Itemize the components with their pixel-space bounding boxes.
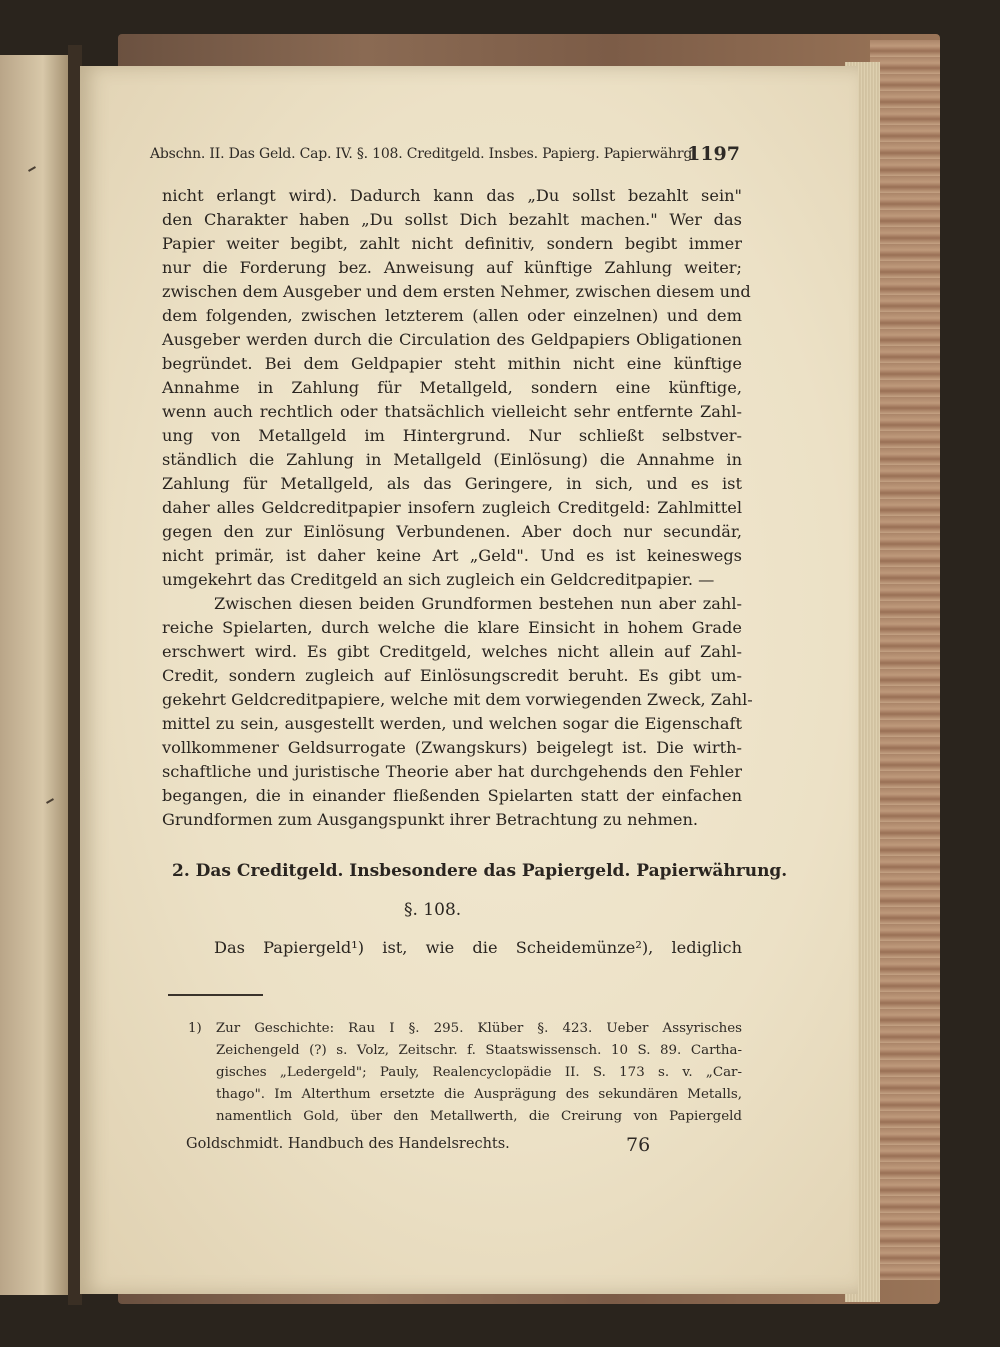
text-line: vollkommener Geldsurrogate (Zwangskurs) beigelegt ist. Die wirth- — [162, 738, 742, 757]
text-line: gekehrt Geldcreditpapiere, welche mit dem vorwiegenden Zweck, Zahl- — [162, 690, 753, 709]
sheet-number: 76 — [626, 1134, 651, 1156]
text-line: erschwert wird. Es gibt Creditgeld, welches nicht allein auf Zahl- — [162, 642, 742, 661]
text-line: den Charakter haben „Du sollst Dich bezahlt machen." Wer das — [162, 210, 742, 229]
text-line: umgekehrt das Creditgeld an sich zugleich ein Geldcreditpapier. — — [162, 570, 715, 589]
footnote-line: 1) Zur Geschichte: Rau I §. 295. Klüber §. 423. Ueber Assyrisches — [188, 1021, 742, 1036]
text-line: ung von Metallgeld im Hintergrund. Nur schließt selbstver- — [162, 426, 742, 445]
text-line: Zahlung für Metallgeld, als das Geringere, in sich, und es ist — [162, 474, 742, 493]
footnote-rule — [168, 994, 263, 996]
text-line: schaftliche und juristische Theorie aber hat durchgehends den Fehler — [162, 762, 742, 781]
section-number: §. 108. — [404, 900, 462, 920]
footnote-line: Zeichengeld (?) s. Volz, Zeitschr. f. Staatswissensch. 10 S. 89. Cartha- — [216, 1043, 742, 1058]
text-line: Grundformen zum Ausgangspunkt ihrer Betrachtung zu nehmen. — [162, 810, 699, 829]
marbled-cover-edge — [870, 40, 940, 1280]
text-line: daher alles Geldcreditpapier insofern zugleich Creditgeld: Zahlmittel — [162, 498, 742, 517]
text-line: Papier weiter begibt, zahlt nicht definitiv, sondern begibt immer — [162, 234, 742, 253]
text-line: zwischen dem Ausgeber und dem ersten Nehmer, zwischen diesem und — [162, 282, 751, 301]
text-line: dem folgenden, zwischen letzterem (allen oder einzelnen) und dem — [162, 306, 742, 325]
section-heading: 2. Das Creditgeld. Insbesondere das Papiergeld. Papierwährung. — [172, 861, 788, 881]
text-line: Ausgeber werden durch die Circulation des Geldpapiers Obligationen — [162, 330, 742, 349]
text-line: nur die Forderung bez. Anweisung auf künftige Zahlung weiter; — [162, 258, 742, 277]
text-line: mittel zu sein, ausgestellt werden, und welchen sogar die Eigenschaft — [162, 714, 742, 733]
footnote-line: gisches „Ledergeld"; Pauly, Realencyclopädie II. S. 173 s. v. „Car- — [216, 1065, 742, 1080]
printer-signature: Goldschmidt. Handbuch des Handelsrechts. — [186, 1136, 510, 1152]
running-head-text: Abschn. II. Das Geld. Cap. IV. §. 108. Creditgeld. Insbes. Papierg. Papierwährg. — [150, 146, 697, 162]
text-line: wenn auch rechtlich oder thatsächlich vielleicht sehr entfernte Zahl- — [162, 402, 742, 421]
footnote-line: namentlich Gold, über den Metallwerth, die Creirung von Papiergeld — [216, 1109, 742, 1124]
section-first-line: Das Papiergeld¹) ist, wie die Scheidemünze²), lediglich — [214, 938, 742, 957]
page-number: 1197 — [687, 143, 740, 165]
running-head — [150, 143, 740, 170]
text-line: Zwischen diesen beiden Grundformen bestehen nun aber zahl- — [214, 594, 742, 613]
text-line: begründet. Bei dem Geldpapier steht mithin nicht eine künftige — [162, 354, 742, 373]
text-line: nicht erlangt wird). Dadurch kann das „Du sollst bezahlt sein" — [162, 186, 742, 205]
text-line: Credit, sondern zugleich auf Einlösungscredit beruht. Es gibt um- — [162, 666, 742, 685]
text-line: nicht primär, ist daher keine Art „Geld". Und es ist keineswegs — [162, 546, 742, 565]
text-line: gegen den zur Einlösung Verbundenen. Aber doch nur secundär, — [162, 522, 742, 541]
text-line: begangen, die in einander fließenden Spielarten statt der einfachen — [162, 786, 742, 805]
facing-page-edge — [0, 55, 78, 1295]
footnote-line: thago". Im Alterthum ersetzte die Ausprägung des sekundären Metalls, — [216, 1087, 742, 1102]
text-line: Annahme in Zahlung für Metallgeld, sondern eine künftige, — [162, 378, 742, 397]
text-line: reiche Spielarten, durch welche die klare Einsicht in hohem Grade — [162, 618, 742, 637]
text-line: ständlich die Zahlung in Metallgeld (Einlösung) die Annahme in — [162, 450, 742, 469]
